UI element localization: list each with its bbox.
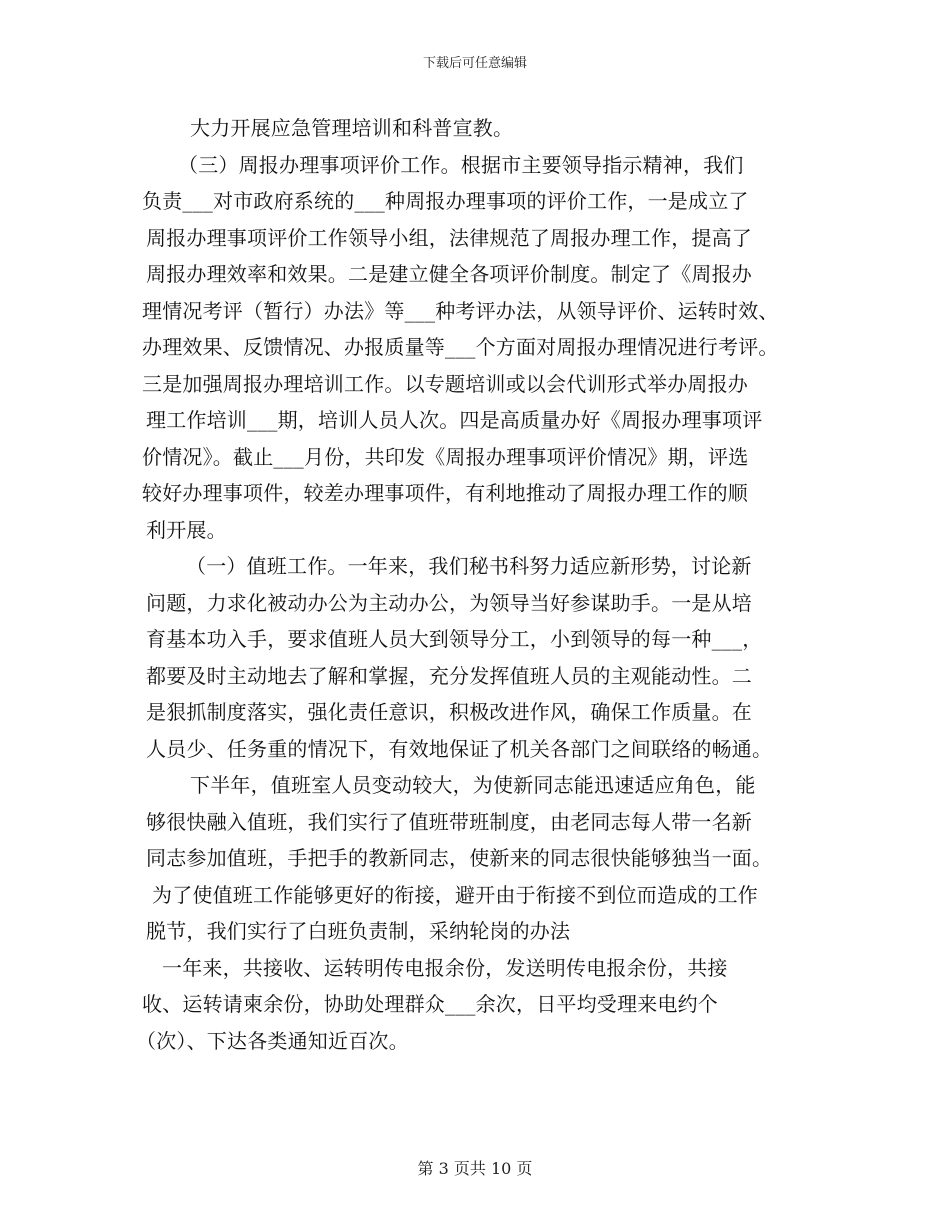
body-line: 够很快融入值班，我们实行了值班带班制度，由老同志每人带一名新: [146, 809, 752, 834]
body-line: 三是加强周报办理培训工作。以专题培训或以会代训形式举办周报办: [142, 371, 748, 396]
body-line: 收、运转请柬余份，协助处理群众___余次，日平均受理来电约个: [142, 992, 718, 1016]
body-line: 价情况》。截止___月份，共印发《周报办理事项评价情况》期，评选: [142, 444, 749, 469]
body-line: 一年来，共接收、运转明传电报余份，发送明传电报余份，共接: [162, 955, 728, 980]
body-line: 周报办理事项评价工作领导小组，法律规范了周报办理工作，提高了: [146, 225, 752, 250]
page-header-note: 下载后可任意编辑: [422, 56, 527, 71]
body-line: 负责___对市政府系统的___种周报办理事项的评价工作，一是成立了: [142, 189, 749, 213]
body-line: （一）值班工作。一年来，我们秘书科努力适应新形势，讨论新: [186, 554, 752, 578]
body-line: 同志参加值班，手把手的教新同志，使新来的同志很快能够独当一面。: [146, 846, 773, 870]
body-line: 是狠抓制度落实，强化责任意识，积极改进作风，确保工作质量。在: [146, 700, 752, 724]
body-line: 问题，力求化被动办公为主动办公，为领导当好参谋助手。一是从培: [146, 590, 752, 615]
body-line: 理情况考评（暂行）办法》等___种考评办法，从领导评价、运转时效、: [142, 298, 779, 323]
body-line: 为了使值班工作能够更好的衔接，避开由于衔接不到位而造成的工作: [152, 882, 758, 907]
body-line: 较好办理事项件，较差办理事项件，有利地推动了周报办理工作的顺: [142, 481, 748, 505]
body-line: （次）、下达各类通知近百次。: [136, 1028, 409, 1053]
body-line: 下半年，值班室人员变动较大，为使新同志能迅速适应角色，能: [190, 773, 756, 797]
body-line: 办理效果、反馈情况、办报质量等___个方面对周报办理情况进行考评。: [142, 335, 779, 359]
body-line: 人员少、任务重的情况下，有效地保证了机关各部门之间联络的畅通。: [146, 736, 773, 761]
page-number: 第 3 页共 10 页: [417, 1159, 533, 1178]
body-line: （三）周报办理事项评价工作。根据市主要领导指示精神，我们: [178, 152, 744, 177]
body-line: 周报办理效率和效果。二是建立健全各项评价制度。制定了《周报办: [146, 262, 752, 286]
body-line: 脱节，我们实行了白班负责制，采纳轮岗的办法: [146, 919, 571, 943]
document-body: [136, 110, 824, 1059]
body-line: 利开展。: [146, 517, 227, 542]
body-line: 都要及时主动地去了解和掌握，充分发挥值班人员的主观能动性。二: [146, 663, 752, 688]
body-line: 理工作培训___期，培训人员人次。四是高质量办好《周报办理事项评: [146, 408, 763, 432]
body-line: 大力开展应急管理培训和科普宣教。: [190, 116, 514, 140]
body-line: 育基本功入手，要求值班人员大到领导分工，小到领导的每一种___，: [146, 627, 763, 651]
